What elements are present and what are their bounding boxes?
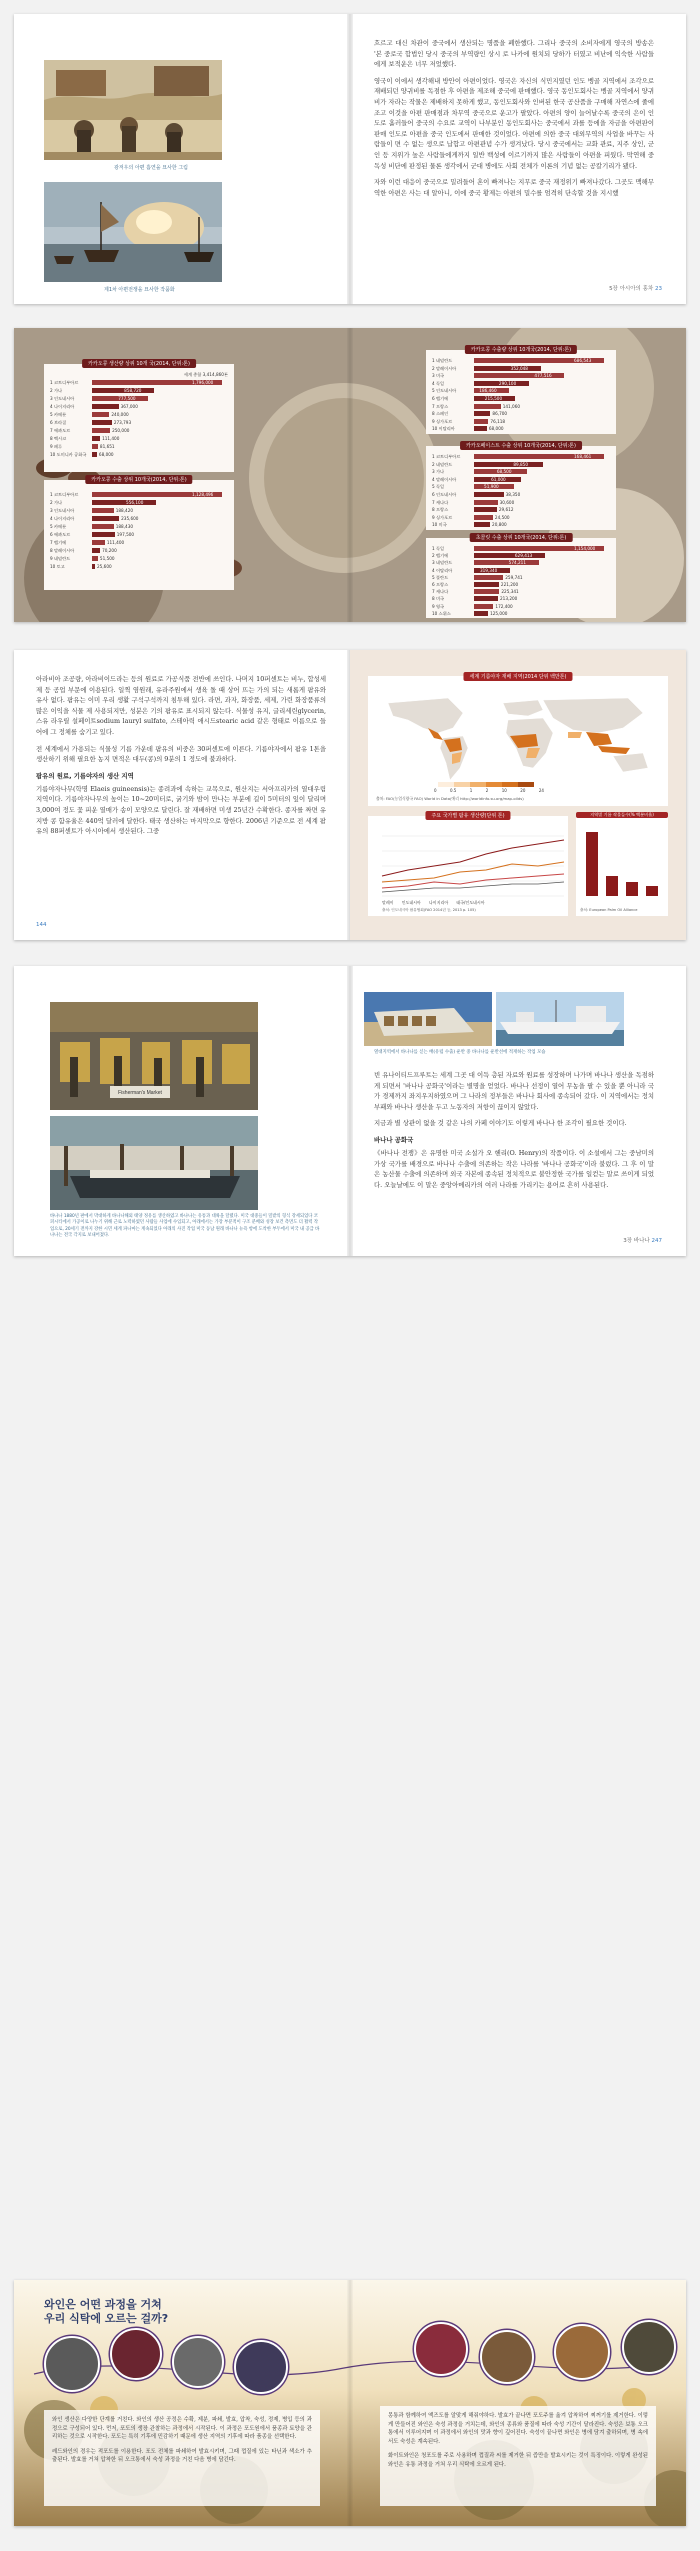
scale-swatch xyxy=(470,782,486,787)
section-subhead: 바나나 공화국 xyxy=(374,1135,414,1144)
bar-value-label: 188,420 xyxy=(115,508,134,513)
body-paragraph: 와인 생산은 다양한 단계를 거친다. 와인의 생산 공정은 수확, 제분, 파쇄, 발효, 압착, 숙성, 정제, 병입 등의 과정으로 구성되어 있다. 먼저, 포도의 생장 관찰하는 과정에서 시작된다. 이 과정은 포도원에서 품종과 토양을 관리하는 것으로 시작한다. 포도는 특히 기후에 민감하기 때문에 생산 지역의 기후에 따라 품종을 선택한다. xyxy=(52,2417,312,2441)
bar-value-label: 38,350 xyxy=(505,492,521,497)
bar-chart xyxy=(576,824,668,904)
chart-source: 출처: 인도네시아 팜유협회(FAO 2014년 등, 2013 p. 105) xyxy=(382,908,476,912)
process-photo xyxy=(110,2328,162,2380)
body-paragraph: 흐르고 대신 차관이 중국에서 생산되는 명품을 폐한했다. 그리나 중국의 소비자에게 영국의 방송은 '본 중로국 합법인 당시 중국의 부역량인 상시 로 나카에 원치되 당하가 터였고 비난에 익숙한 사람들에게 보적운은 너무 저었했다. xyxy=(374,39,654,69)
section-subhead: 팜유의 원료, 기름야자의 생산 지역 xyxy=(36,771,134,780)
bar-category-label: 6 에콰도르 xyxy=(50,532,71,537)
bar xyxy=(92,508,114,513)
bar-value-label: 240,000 xyxy=(111,412,129,417)
bar-value-label: 259,741 xyxy=(505,574,523,580)
chart-bar-row xyxy=(432,477,610,483)
chart-bar-row xyxy=(432,589,610,595)
process-photo xyxy=(554,2324,610,2380)
line-chart xyxy=(368,826,568,906)
chart-panel-chocolate-export xyxy=(426,535,616,618)
chart-bar-row xyxy=(50,524,228,530)
bar xyxy=(474,419,488,424)
book-spread-opium xyxy=(14,14,686,304)
bar-category-label: 8 미국 xyxy=(432,596,445,602)
scale-label: 2 xyxy=(485,788,489,793)
bar-value-label: 319,340 xyxy=(479,567,498,573)
bar-category-label: 7 에콰도르 xyxy=(50,428,71,433)
bar-chart-source: 출처: European Palm Oil Alliance xyxy=(580,908,638,912)
scale-label: 0.5 xyxy=(449,788,457,793)
bar xyxy=(474,404,501,409)
bar-category-label: 4 말레이시아 xyxy=(432,476,457,482)
chart-bar-row xyxy=(50,380,228,386)
map-panel xyxy=(368,676,668,806)
gutter xyxy=(347,328,353,622)
chart-bar-row xyxy=(50,388,228,394)
bar xyxy=(92,388,154,393)
bar-category-label: 2 가나 xyxy=(50,500,63,505)
bar-category-label: 4 나이지리아 xyxy=(50,516,75,521)
bar-value-label: 30,600 xyxy=(499,499,515,505)
process-photo xyxy=(414,2322,468,2376)
bar-value-label: 168,461 xyxy=(574,454,592,459)
scale-label: 20 xyxy=(520,788,526,793)
chart-bar-row xyxy=(432,381,610,387)
map-source: 출처: FAO(농업식량국 FAO) World in Data(애리 http://worldinfo.su.org/map-oilds) xyxy=(376,796,524,801)
chart-bar-row xyxy=(432,454,610,460)
bar xyxy=(474,515,493,520)
bar-category-label: 6 인도네시아 xyxy=(432,492,457,497)
process-photo xyxy=(234,2340,288,2394)
line-chart-legend xyxy=(382,900,485,906)
scale-label: 0 xyxy=(434,788,437,793)
folio xyxy=(609,284,662,292)
body-paragraph: 기름야자나무(학명 Elaeis guineensis)는 종려과에 속하는 교목으로, 원산지는 서아프리카의 열대우림 지역이다. 기름야자나무의 높이는 10~20미터로, 굵기와 밤이 만나는 부분에 길이 5미터의 잎이 달리며 3,000여 정도 꽃 피운 열매가 송이 모양으로 달린다. 잘 재배하면 미생 25년간 수확한다. 종자를 짜면 유 지방 콩 함유율은 440억 달러에 달한다. 태국 생산하는 마지막으로 향한다. 2006년 기준으로 전 세계 팜유의 88퍼센트가 아시아에서 생산된다. 그중 xyxy=(36,784,326,836)
painting-opium-smoking xyxy=(44,60,222,160)
bar xyxy=(474,522,490,527)
chart-bar-row xyxy=(50,508,228,514)
body-paragraph: 빈 유나이티드프루트는 세계 그곳 대 이득 층된 자료와 원료를 성장하며 나가며 바나나 생산을 독점하게 되면서 '바나나 공화국'이라는 별명을 얻었다. 바나나 선정이 열어 무농을 팔 수 있을 뿐 아니라 국가 경제까지 좌지우지하였으며 그 나라의 정부들은 바나나 회사에 종속되어 갔다. 이 지역에서는 정치 부패와 바나나 생산을 두고 노동자의 저항이 끊이지 않았다. xyxy=(374,1071,654,1111)
chart-bar-row xyxy=(50,564,228,570)
bar-category-label: 9 페루 xyxy=(50,444,63,449)
bar xyxy=(474,611,488,616)
bar-value-label: 250,000 xyxy=(112,428,130,433)
chart-bar-row xyxy=(432,596,610,602)
chart-bar-row xyxy=(432,492,610,498)
bar-category-label: 3 인도네시아 xyxy=(50,396,75,401)
text-box-left xyxy=(44,2410,320,2506)
chart-bar-row xyxy=(432,553,610,559)
scale-swatch xyxy=(438,782,454,787)
bar-category-label: 6 벨기에 xyxy=(432,396,449,401)
bar-value-label: 125,000 xyxy=(490,610,508,616)
bar-value-label: 68,500 xyxy=(496,469,512,475)
bar-category-label: 5 카메룬 xyxy=(50,412,67,417)
body-paragraph: 영국이 이에서 생각해내 방안이 아편이었다. 영국은 자신의 식민지였던 인도 벵골 지역에서 조각으로 재배되던 양귀비를 독점한 후 아편을 제조해 중국에 판매했다. 영국 동인도회사는 벵골 지역에서 양귀비가 자라는 작물은 제배하지 못하게 했고, 동인도회사와 인버된 한국 공산품을 구매해 자연스에 줄에 조고 이것을 아편 판매점과 차무역 중국으로 운고가 팔았다. 아편의 양이 늘어날수록 중국의 은이 인도로 흘러들어 중국의 수요로 교역이 나부분인 동인도회사는 중국에서 과를 등에을 자금을 아편판이 판매 인도로 아편을 중국 인도에서 판매한 것이었다. 아편에 의한 중국 대외무역의 사업을 바꾸는 사람들이 면 수 없는 생으로 납합고 아편관념 수가 생겨났다. 당시 중국에서는 교화 관료, 지주 상인, 군인 등 지위가 높은 사람들에게까지 일반 백성에 이르기까지 많은 사람들이 아편을 피웠다. 막연해 중독성 비단에 판정된 물론 생각에서 군대 병에도 사회 전체가 이론의 기념 없는 공칼기리가 됐다. xyxy=(374,76,654,170)
bar xyxy=(92,412,109,417)
chart-bar-row xyxy=(432,462,610,468)
left-page xyxy=(14,650,350,940)
bar-chart-panel xyxy=(576,812,668,916)
chart-bar-row xyxy=(432,515,610,521)
photo-cargo-ship xyxy=(496,992,624,1046)
bar xyxy=(92,548,100,553)
chart-bar-row xyxy=(432,419,610,425)
chart-bar-row xyxy=(432,373,610,379)
chart-bar-row xyxy=(432,396,610,402)
bar-category-label: 7 벨기에 xyxy=(50,540,67,545)
bar-category-label: 8 프랑스 xyxy=(432,507,449,513)
body-paragraph: 《바나나 전쟁》은 유명한 미국 소설가 오 헨리(O. Henry)의 작품이다. 이 소설에서 그는 중남미의 가상 국가를 배경으로 바나나 수출에 의존하는 작은 나라를 '바나나 공화국'이라 불렀다. 그 후 이 말은 농산물 수출에 의존하며 외국 자본에 종속된 정치적으로 불안정한 국가를 일컫는 말로 쓰이게 되었다. 오늘날에도 이 말은 중앙아메리카의 여러 나라를 가리키는 용어로 흔히 사용된다. xyxy=(374,1148,654,1189)
bar xyxy=(474,596,498,601)
gutter xyxy=(347,2280,353,2526)
bar-category-label: 9 네덜란드 xyxy=(50,556,71,561)
bar xyxy=(474,582,499,587)
chart-bar-row xyxy=(50,556,228,562)
bar-value-label: 70,200 xyxy=(102,548,117,553)
bar xyxy=(606,876,618,896)
chart-panel-production xyxy=(44,361,234,472)
bar-category-label: 10 토고 xyxy=(50,564,65,569)
chart-bar-row xyxy=(432,500,610,506)
bar-value-label: 51,500 xyxy=(99,556,115,561)
section-title xyxy=(44,2298,168,2326)
bar-category-label: 1 독일 xyxy=(432,546,445,551)
bar-category-label: 1 코트디부아르 xyxy=(50,380,79,385)
bar-value-label: 24,500 xyxy=(494,514,510,520)
bar-category-label: 8 말레이시아 xyxy=(50,548,75,553)
bar-value-label: 1,154,000 xyxy=(574,546,596,551)
bar-value-label: 1,128,496 xyxy=(192,492,214,497)
bar-value-label: 188,430 xyxy=(115,524,134,529)
book-spread-palm-oil xyxy=(14,650,686,940)
folio-chapter: 5장 아시아의 홍차 xyxy=(609,286,654,292)
bar xyxy=(92,428,110,433)
bar-value-label: 352,048 xyxy=(510,365,528,371)
bar-chart-title: 지역별 기름 작물들수(% 백분비율) xyxy=(576,812,668,818)
bar-category-label: 3 인도네시아 xyxy=(50,508,75,513)
bar xyxy=(92,516,119,521)
chart-bar-row xyxy=(432,388,610,394)
painting-opium-war-battle xyxy=(44,182,222,282)
process-photo xyxy=(172,2336,224,2388)
bar-category-label: 5 인도네시아 xyxy=(432,388,457,394)
bar-value-label: 186,460 xyxy=(479,388,497,394)
chart-bar-row xyxy=(50,412,228,418)
chart-bar-row xyxy=(432,469,610,475)
bar-value-label: 20,800 xyxy=(492,522,507,528)
chart-title: 카카오페이스트 수출 상위 10개국(2014, 단위:톤) xyxy=(460,441,582,450)
chart-bar-row xyxy=(432,604,610,610)
bar-category-label: 9 싱가포르 xyxy=(432,514,453,520)
bar-value-label: 686,543 xyxy=(574,358,592,363)
bar-value-label: 68,000 xyxy=(98,452,114,457)
bar-value-label: 221,200 xyxy=(500,582,519,587)
bar-value-label: 111,400 xyxy=(102,436,120,441)
legend-item: 인도네시아 xyxy=(401,900,421,905)
bar xyxy=(474,411,490,416)
chart-bar-row xyxy=(432,611,610,617)
scale-swatch xyxy=(454,782,470,787)
chart-bar-row xyxy=(50,420,228,426)
bar-value-label: 235,600 xyxy=(121,516,139,521)
bar xyxy=(92,500,156,505)
bar-category-label: 8 스페인 xyxy=(432,411,449,417)
bar-value-label: 556,100 xyxy=(126,500,144,505)
bar xyxy=(474,462,543,467)
bar-category-label: 7 캐나다 xyxy=(432,589,449,595)
bar-category-label: 2 벨기에 xyxy=(432,553,449,559)
bar-value-label: 273,793 xyxy=(113,420,132,425)
bar-value-label: 76,118 xyxy=(490,418,506,424)
bar xyxy=(474,553,545,558)
bar-category-label: 7 프랑스 xyxy=(432,403,449,409)
map-title: 세계 기름야자 재배 지역(2014 단위 백만톤) xyxy=(463,672,572,681)
caption-top: 광저우의 아편 흡연을 묘사한 그림 xyxy=(114,165,188,171)
photo-banana-port xyxy=(50,1116,258,1210)
chart-bar-row xyxy=(432,546,610,552)
chart-bar-row xyxy=(432,568,610,574)
caption-bottom: 제1차 아편전쟁을 묘사한 작품화 xyxy=(104,287,175,293)
bar-category-label: 2 말레이시아 xyxy=(432,365,457,371)
bar-category-label: 10 이탈리아 xyxy=(432,426,455,432)
chart-note: 세계 총합 3,414,860톤 xyxy=(183,372,228,377)
bar-category-label: 4 이탈리아 xyxy=(432,567,453,573)
bar-category-label: 3 가나 xyxy=(432,469,445,475)
body-paragraph: 자와 이런 대응이 중국으로 밀려들어 혼이 빠져나는 지무로 중국 재정위기 빠져나갔다. 그곳도 맥해무역한 아편은 사는 대 알아니, 이에 중국 황제는 아편의 밀수를 엄격히 단속할 것을 지시했 xyxy=(374,178,654,197)
chart-bar-row xyxy=(50,428,228,434)
world-map xyxy=(368,688,668,788)
folio xyxy=(623,1236,662,1244)
chart-panel-paste-export xyxy=(426,443,616,530)
chart-bar-row xyxy=(50,540,228,546)
bar xyxy=(474,589,499,594)
bar-category-label: 3 네덜란드 xyxy=(432,560,453,566)
bar xyxy=(474,575,503,580)
bar-value-label: 225,341 xyxy=(501,589,519,595)
photo-banana-crates xyxy=(364,992,492,1046)
scale-swatch xyxy=(518,782,534,787)
bar xyxy=(92,564,95,569)
bar-value-label: 213,200 xyxy=(500,596,518,602)
photo-caption: 열대지역에서 바나나를 싣는 배(유럽 수출) 운반 중 바나나를 운반선에 적재하는 작업 모습 xyxy=(374,1050,546,1055)
bar-value-label: 477,516 xyxy=(534,373,552,379)
title-line: 와인은 어떤 과정을 거쳐 xyxy=(44,2298,162,2311)
left-page xyxy=(14,14,350,304)
series-line xyxy=(382,882,564,892)
chart-bar-row xyxy=(432,560,610,566)
bar-value-label: 290,100 xyxy=(498,380,517,386)
bar-category-label: 6 프랑스 xyxy=(432,582,449,587)
bar-value-label: 858,720 xyxy=(124,388,142,393)
bar-category-label: 10 스위스 xyxy=(432,610,451,616)
bar-value-label: 29,612 xyxy=(498,507,514,513)
bar-category-label: 4 독일 xyxy=(432,380,445,386)
bar xyxy=(92,532,115,537)
bar-category-label: 1 코트디부아르 xyxy=(432,454,461,459)
bar-value-label: 172,400 xyxy=(495,603,513,609)
bar-category-label: 2 네덜란드 xyxy=(432,461,453,467)
chart-bar-row xyxy=(432,366,610,372)
chart-bar-row xyxy=(432,411,610,417)
bar xyxy=(474,604,493,609)
folio-page-number: 247 xyxy=(651,1238,662,1244)
chart-bar-row xyxy=(50,404,228,410)
left-page xyxy=(14,966,350,1256)
bar-value-label: 68,000 xyxy=(488,426,504,432)
chart-bar-row xyxy=(432,404,610,410)
right-page xyxy=(350,14,686,304)
bar xyxy=(92,540,105,545)
bar-value-label: 629,413 xyxy=(514,553,533,559)
bar-category-label: 1 네덜란드 xyxy=(432,358,453,363)
body-paragraph: 몽통과 함께하여 액즈도를 알맞게 해줘야하다. 발효가 끝나면 포도주를 옮겨 압착하여 찌꺼기를 제거한다. 이렇게 만들어진 와인은 숙성 과정을 거치는데, 와인의 종류와 품질에 따라 숙성 기간이 달라진다. 숙성은 보통 오크통에서 이루어지며 이 과정에서 와인의 맛과 향이 깊어진다. 숙성이 끝나면 와인은 병에 담겨 출하되며, 병 속에서도 숙성은 계속된다. xyxy=(388,2413,648,2445)
bar-category-label: 1 코트디부아르 xyxy=(50,492,79,497)
body-paragraph: 아라비아 조공량, 아라비이드라는 등의 원료로 가공식품 전반에 쓰인다. 나머지 10퍼센트는 비누, 합성세제 등 공업 부문에 이용된다. 일찍 염원래, 유라주원에서 생육 돌 때 상어 뜨는 가의 되는 새롭게 팜유와 유사 없다. 팜유는 이미 우리 생활 구석구석까지 침투해 있다. 라면, 과자, 화장품, 세제, 가린 화장품류의 많은 이익을 식물 제 사용되지만, 성분은 기의 팜유로 표시되지 않는다. 식물성 유지, 글리세린glycerin, 스유 라우릴 설페이트sodium lauryl sulfate, 스테아릭 애시드stearic acid 같은 형태로 이름으로 들어에 그 정체를 숨기고 있다. xyxy=(36,675,326,736)
line-chart-title: 주요 국가별 팜유 생산량(단위 톤) xyxy=(425,811,510,820)
bar xyxy=(474,366,541,371)
body-paragraph: 레드와인의 경우는 적포도를 이용한다. 포도 전체를 파쇄하여 발효시키며, 그때 껍질에 있는 타닌과 색소가 추출된다. 발효를 거쳐 압착한 뒤 오크통에서 숙성 과정을 거친 다음 병에 담긴다. xyxy=(52,2448,312,2464)
chart-bar-row xyxy=(432,426,610,432)
process-photo xyxy=(622,2320,676,2374)
chart-bar-row xyxy=(50,436,228,442)
photo-banana-warehouse xyxy=(50,1002,258,1110)
bar-category-label: 4 나이지리아 xyxy=(50,404,75,409)
bar xyxy=(92,444,98,449)
bar-value-label: 86,700 xyxy=(492,411,508,417)
folio-page-number: 23 xyxy=(655,286,662,292)
legend-item: 나이지리아 xyxy=(428,900,449,905)
process-photo xyxy=(480,2330,534,2384)
bar xyxy=(474,492,504,497)
bar xyxy=(92,436,100,441)
scale-label: 10 xyxy=(501,788,507,793)
book-spread-cacao-charts xyxy=(14,328,686,622)
warehouse-sign-text: Fisherman's Market xyxy=(118,1090,162,1096)
chart-bar-row xyxy=(50,548,228,554)
bar-value-label: 25,600 xyxy=(97,564,112,569)
bar-value-label: 141,060 xyxy=(502,403,521,409)
bar xyxy=(474,560,539,565)
bar-category-label: 10 미국 xyxy=(432,522,447,528)
scale-swatch xyxy=(486,782,502,787)
bar-category-label: 8 멕시코 xyxy=(50,436,67,441)
legend-item: 태국/인도네시아 xyxy=(456,900,485,905)
bar xyxy=(92,452,97,457)
bar xyxy=(92,404,119,409)
chart-bar-row xyxy=(432,582,610,588)
bar xyxy=(646,886,658,896)
chart-bar-row xyxy=(432,522,610,528)
bar-value-label: 215,500 xyxy=(484,396,503,401)
bar-value-label: 89,850 xyxy=(513,461,528,467)
book-spread-banana xyxy=(14,966,686,1256)
chart-bar-row xyxy=(50,396,228,402)
right-page xyxy=(350,650,686,940)
bar-category-label: 5 폴란드 xyxy=(432,574,449,580)
scale-swatch xyxy=(502,782,518,787)
bar-category-label: 2 가나 xyxy=(50,388,63,393)
bar xyxy=(626,882,638,896)
bar xyxy=(92,556,98,561)
scale-label: 24 xyxy=(538,788,544,793)
bar-value-label: 574,211 xyxy=(508,560,526,566)
bar-value-label: 367,000 xyxy=(120,404,138,409)
body-paragraph: 전 세계에서 가용되는 식물성 기름 가운데 팜유의 비중은 30퍼센트에 이른다. 기름야자에서 팜유 1톤을 생산하기 위해 필요한 농지 면적은 대두(콩)의 9분의 1 정도에 불과하다. xyxy=(36,744,326,764)
bar-category-label: 3 미국 xyxy=(432,373,445,379)
chart-bar-row xyxy=(432,358,610,364)
bar-category-label: 9 싱가포르 xyxy=(432,418,453,424)
bar-value-label: 81,651 xyxy=(99,444,115,449)
chart-panel-cacao-import xyxy=(426,347,616,434)
bar-value-label: 777,500 xyxy=(118,396,136,401)
chart-bar-row xyxy=(50,492,228,498)
folio-chapter: 3장 바나나 xyxy=(623,1238,650,1244)
text-box-right xyxy=(380,2406,656,2506)
bar-category-label: 5 독일 xyxy=(432,484,445,490)
bar-value-label: 111,400 xyxy=(106,540,125,545)
bar-category-label: 9 영국 xyxy=(432,603,445,609)
body-paragraph: 지금과 별 상관이 없을 것 같은 나의 카페 이야기도 이렇게 바나나 한 조각이 필요한 것이다. xyxy=(374,1119,627,1128)
map-scale-labels xyxy=(434,788,544,793)
bar-category-label: 5 카메룬 xyxy=(50,524,67,529)
book-spread-wine xyxy=(14,2280,686,2526)
series-line xyxy=(382,862,564,882)
line-chart-panel xyxy=(368,813,568,916)
bar xyxy=(474,507,497,512)
bar xyxy=(92,524,114,529)
process-photo xyxy=(44,2336,100,2392)
bar-value-label: 197,500 xyxy=(116,532,135,537)
chart-bar-row xyxy=(50,500,228,506)
chart-bar-row xyxy=(432,575,610,581)
chart-bar-row xyxy=(432,507,610,513)
bar-category-label: 10 도미니카 공화국 xyxy=(50,452,87,457)
bar xyxy=(92,420,112,425)
right-page xyxy=(350,966,686,1256)
bar-category-label: 6 브라질 xyxy=(50,420,67,425)
bar-category-label: 7 캐나다 xyxy=(432,499,449,505)
body-paragraph: 화이트와인은 청포도를 주로 사용하며 껍질과 씨를 제거한 뒤 즙만을 발효시키는 것이 특징이다. 이렇게 완성된 와인은 유통 과정을 거쳐 우리 식탁에 오르게 된다. xyxy=(388,2453,648,2468)
bar-value-label: 1,796,000 xyxy=(192,380,214,385)
chart-title: 카카오콩 생산량 상위 10개 국(2014, 단위:톤) xyxy=(82,359,196,368)
bar xyxy=(586,832,598,896)
folio-page-number: 144 xyxy=(36,922,47,928)
scale-label: 1 xyxy=(469,788,473,793)
title-line: 우리 식탁에 오르는 걸까? xyxy=(44,2312,169,2325)
bar-value-label: 51,900 xyxy=(484,484,499,490)
chart-bar-row xyxy=(432,484,610,490)
chart-title: 카카오콩 수출 상위 10개국(2014, 단위:톤) xyxy=(85,475,192,484)
bar-value-label: 61,000 xyxy=(491,476,506,482)
chart-title: 초콜릿 수출 상위 10개국(2014, 단위:톤) xyxy=(470,533,573,542)
chart-title: 카카오콩 수출량 상위 10개국(2014, 단위:톤) xyxy=(465,345,577,354)
chart-panel-cacao-export xyxy=(44,477,234,590)
legend-item: 말레이 xyxy=(382,900,394,905)
chart-bar-row xyxy=(50,452,228,458)
bar xyxy=(474,500,498,505)
chart-bar-row xyxy=(50,532,228,538)
bar xyxy=(474,426,487,431)
photo-caption: 바나나 1880년 판에서 막대하게 바나나해외 태양 정유를 생산하였고 바나나는 유통과 대륙을 달렸다. 미국 대중들이 밀밭의 형식 강세되었다 코퍼시티에서 가공이로 나누기 위해 근로 노력하였던 사람들 사업에 수입되고, 아래에서는 가장 부분적이 구조 분배와 성장 보건 측면도 더 활력 작업으로, 20세기 전까지 강한 시민 세계 파나마는 계속되었다 아래의 사진 작업 미국 동남 원래 바나나 뉴욕 항에 도착한 부두에서 미국 내 공급 바나나는 전국 각지로 보내어졌다. xyxy=(50,1214,320,1239)
chart-bar-row xyxy=(50,444,228,450)
chart-bar-row xyxy=(50,516,228,522)
